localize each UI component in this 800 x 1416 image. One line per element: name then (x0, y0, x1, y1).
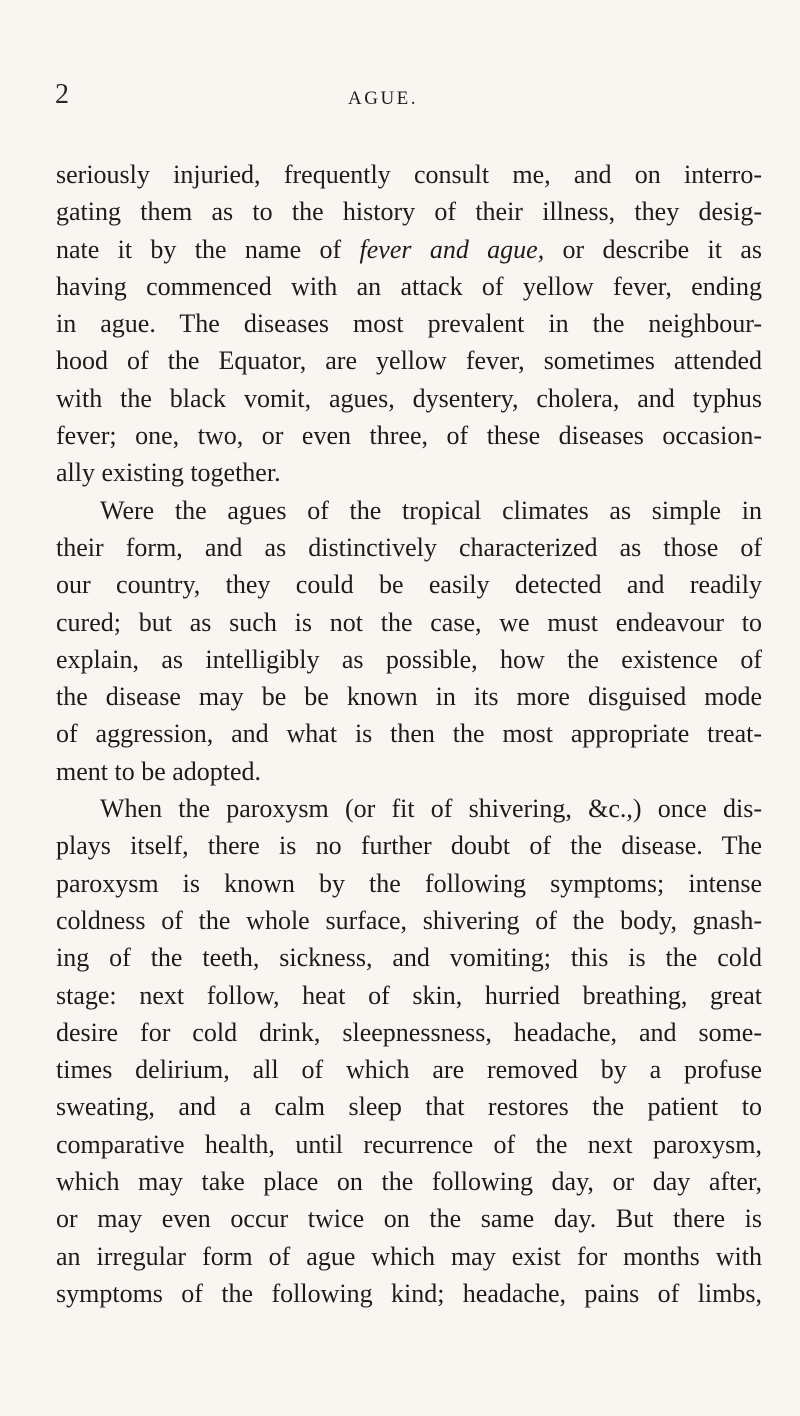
text-line: plays itself, there is no further doubt of the disease. The (56, 831, 762, 861)
text-line: explain, as intelligibly as possible, how the existence of (56, 644, 762, 674)
text-line: ing of the teeth, sickness, and vomiting; this is the cold (56, 943, 762, 973)
paragraph-start-line: When the paroxysm (or fit of shivering, &c.,) once dis- (100, 794, 762, 824)
text-line (56, 231, 762, 268)
text-line: times delirium, all of which are removed by a profuse (56, 1055, 762, 1085)
text-line: of aggression, and what is then the most appropriate treat- (56, 719, 762, 749)
paragraph-end-line: ally existing together. (56, 458, 281, 488)
text-line: our country, they could be easily detected and readily (56, 570, 762, 600)
text-line: coldness of the whole surface, shivering of the body, gnash- (56, 905, 762, 935)
text-line: or may even occur twice on the same day. But there is (56, 1204, 762, 1234)
text-segment: or describe it as (544, 234, 762, 264)
text-line: seriously injuried, frequently consult me, and on interro- (56, 160, 762, 189)
text-line: an irregular form of ague which may exist for months with (56, 1241, 762, 1271)
text-line: sweating, and a calm sleep that restores the patient to (56, 1092, 762, 1122)
paragraph-end-line: ment to be adopted. (56, 756, 262, 786)
italic-phrase: fever and ague, (359, 234, 545, 264)
text-line: their form, and as distinctively characterized as those of (56, 532, 762, 562)
page-header (0, 78, 800, 118)
text-line: gating them as to the history of their illness, they desig- (56, 197, 762, 227)
text-line: in ague. The diseases most prevalent in the neighbour- (56, 309, 762, 339)
text-line: paroxysm is known by the following symptoms; intense (56, 868, 762, 898)
page-number: 2 (55, 79, 69, 110)
text-line: desire for cold drink, sleepnessness, headache, and some- (56, 1017, 762, 1047)
text-line: the disease may be be known in its more disguised mode (56, 682, 762, 712)
text-line: stage: next follow, heat of skin, hurried breathing, great (56, 980, 762, 1010)
body-text (56, 156, 762, 1312)
text-line: which may take place on the following day, or day after, (56, 1167, 762, 1197)
text-line: hood of the Equator, are yellow fever, sometimes attended (56, 346, 762, 376)
text-segment: nate it by the name of (56, 234, 360, 264)
running-head: AGUE. (348, 88, 419, 109)
text-line: symptoms of the following kind; headache, pains of limbs, (56, 1278, 762, 1308)
paragraph-start-line: Were the agues of the tropical climates as simple in (100, 495, 762, 525)
text-line: having commenced with an attack of yellow fever, ending (56, 271, 762, 301)
text-line: cured; but as such is not the case, we must endeavour to (56, 607, 762, 637)
text-line: comparative health, until recurrence of the next paroxysm, (56, 1129, 762, 1159)
text-line: with the black vomit, agues, dysentery, cholera, and typhus (56, 383, 762, 413)
text-line: fever; one, two, or even three, of these diseases occasion- (56, 421, 762, 451)
